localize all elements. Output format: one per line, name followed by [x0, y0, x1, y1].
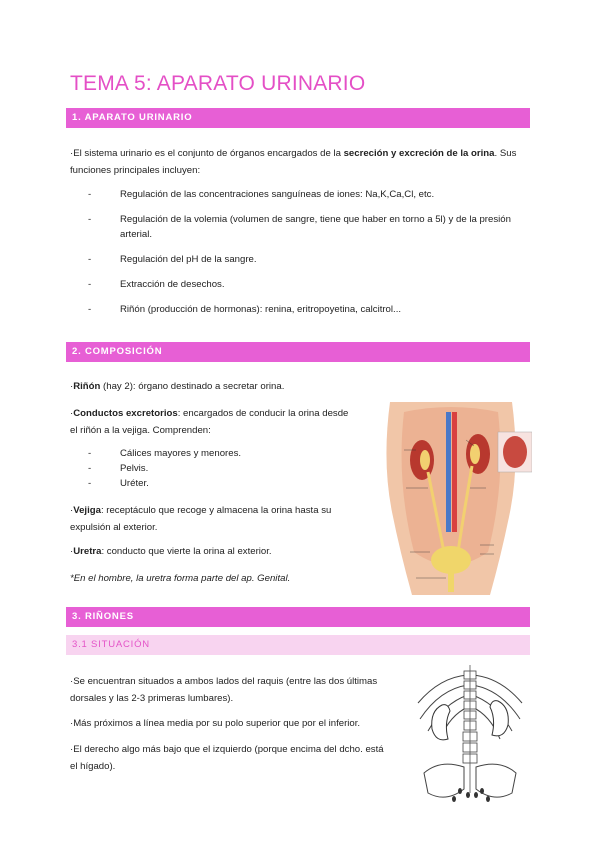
s2-conductos: ·Conductos excretorios: encargados de conducir la orina desde el riñón a la vejiga. Comprenden:: [70, 408, 349, 436]
s2-vejiga: ·Vejiga: receptáculo que recoge y almacena la orina hasta su expulsión al exterior.: [70, 505, 332, 533]
s2-conductos-text: : encargados de conducir la orina desde: [177, 408, 349, 419]
s2-rinon: ·Riñón (hay 2): órgano destinado a secretar orina.: [70, 381, 285, 392]
list-item-text: Extracción de desechos.: [120, 279, 225, 290]
list-item: - Riñón (producción de hormonas): renina, eritropoyetina, calcitrol...: [88, 304, 402, 315]
s1-intro-line2: funciones principales incluyen:: [70, 165, 201, 176]
section-heading-2: 2. COMPOSICIÓN: [66, 342, 530, 362]
section-heading-3: 3. RIÑONES: [66, 607, 530, 627]
s3-p3-line2: el hígado).: [70, 761, 116, 772]
s3-p1: [70, 673, 377, 707]
list-item-text: Cálices mayores y menores.: [120, 448, 242, 459]
page-title: TEMA 5: APARATO URINARIO: [70, 72, 366, 95]
subsection-heading: 3.1 SITUACIÓN: [66, 635, 530, 655]
s1-intro-end: . Sus: [494, 148, 517, 159]
list-item-continuation: [88, 227, 511, 242]
list-item-text: Regulación de las concentraciones sanguíneas de iones: Na,K,Ca,Cl, etc.: [120, 189, 435, 200]
list-item: - Pelvis.: [88, 463, 149, 474]
list-item-text: Pelvis.: [120, 463, 149, 474]
s2-conductos-list: [88, 446, 241, 491]
list-item: - Uréter.: [88, 478, 149, 489]
s2-uretra-text: : conducto que vierte la orina al exterior.: [101, 546, 272, 557]
urinary-system-illustration: [370, 402, 532, 595]
list-item-text: Regulación de la volemia (volumen de sangre, tiene que haber en torno a 5l) y de la presión: [120, 214, 511, 225]
list-item-text: arterial.: [120, 229, 152, 240]
s1-intro: [70, 145, 516, 179]
s3-p2: ·Más próximos a línea media por su polo superior que por el inferior.: [70, 718, 361, 729]
list-item: - Cálices mayores y menores.: [88, 448, 242, 459]
s2-uretra-bold: Uretra: [73, 546, 102, 557]
list-item: - Regulación de la volemia (volumen de sangre, tiene que haber en torno a 5l) y de la presión: [88, 214, 511, 225]
list-item: - Extracción de desechos.: [88, 279, 225, 290]
list-item: - Regulación de las concentraciones sanguíneas de iones: Na,K,Ca,Cl, etc.: [88, 189, 435, 200]
s3-p1-line1: ·Se encuentran situados a ambos lados del raquis (entre las dos últimas: [70, 676, 378, 687]
s2-rinon-text: (hay 2): órgano destinado a secretar orina.: [100, 381, 285, 392]
list-item-text: Riñón (producción de hormonas): renina, eritropoyetina, calcitrol...: [120, 304, 402, 315]
s3-p3: [70, 741, 384, 775]
s1-bullet-list: [88, 187, 511, 317]
section-heading-1: 1. APARATO URINARIO: [66, 108, 530, 128]
s2-note: *En el hombre, la uretra forma parte del ap. Genital.: [70, 573, 291, 584]
s2-rinon-bold: Riñón: [73, 381, 101, 392]
kidney-position-illustration: [410, 663, 530, 823]
list-item-text: Regulación del pH de la sangre.: [120, 254, 257, 265]
s2-conductos-bold: Conductos excretorios: [73, 408, 178, 419]
list-item-text: Uréter.: [120, 478, 149, 489]
s3-p3-line1: ·El derecho algo más bajo que el izquierdo (porque encima del dcho. está: [70, 744, 384, 755]
s2-vejiga-text: : receptáculo que recoge y almacena la orina hasta su: [100, 505, 332, 516]
list-item: - Regulación del pH de la sangre.: [88, 254, 257, 265]
s1-intro-bold: secreción y excreción de la orina: [343, 148, 495, 159]
s3-p1-line2: dorsales y las 2-3 primeras lumbares).: [70, 693, 234, 704]
s2-vejiga-bold: Vejiga: [73, 505, 101, 516]
s2-vejiga-line2: expulsión al exterior.: [70, 522, 158, 533]
s2-uretra: ·Uretra: conducto que vierte la orina al exterior.: [70, 546, 272, 557]
s1-intro-text: ·El sistema urinario es el conjunto de órganos encargados de la: [70, 148, 344, 159]
s2-conductos-line2: el riñón a la vejiga. Comprenden:: [70, 425, 211, 436]
